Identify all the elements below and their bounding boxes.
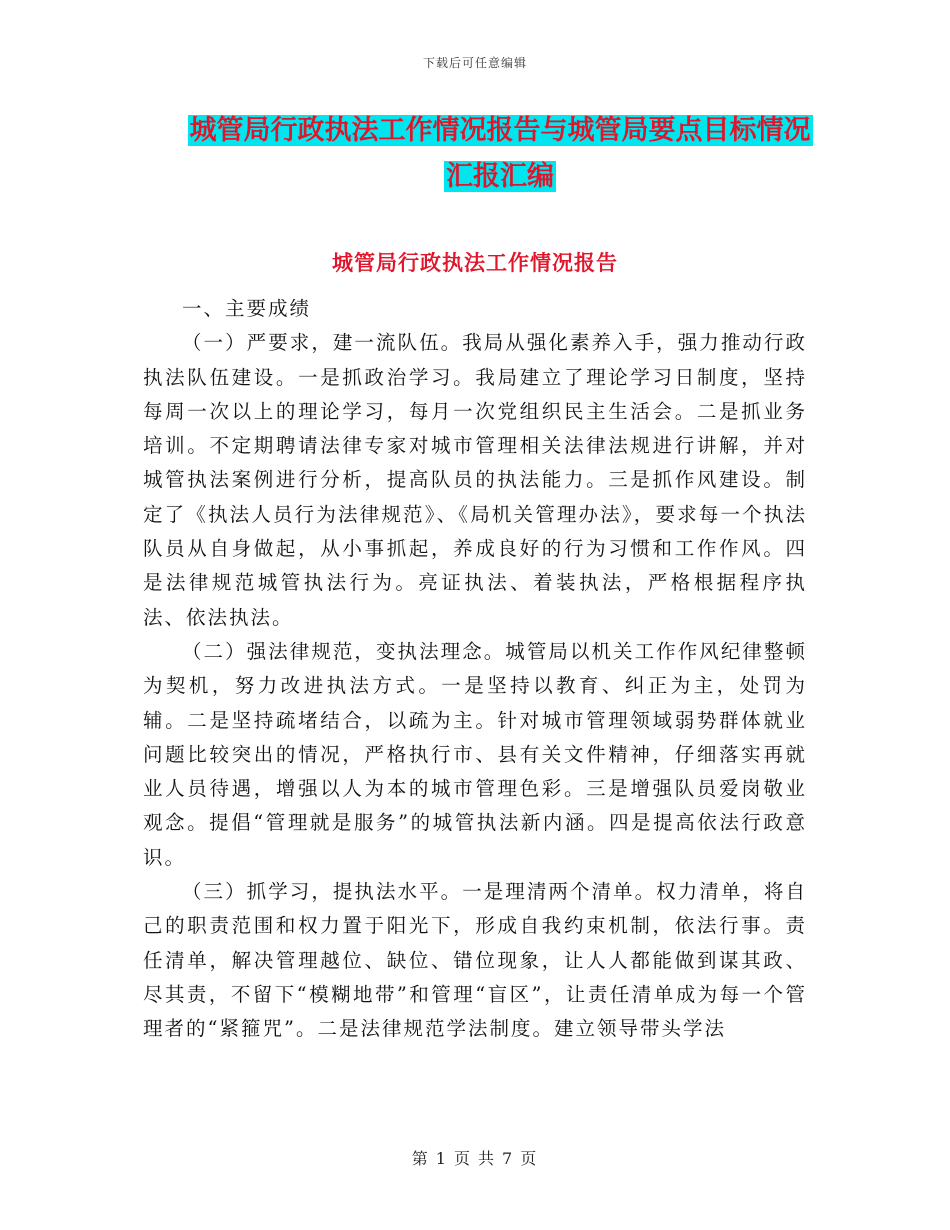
body-paragraph: （三）抓学习，提执法水平。一是理清两个清单。权力清单，将自己的职责范围和权力置于阳光下，形成自我约束机制，依法行事。责任清单，解决管理越位、缺位、错位现象，让人人都能做到谋其政、尽其责，不留下“模糊地带”和管理“盲区”，让责任清单成为每一个管理者的“紧箍咒”。二是法律规范学法制度。建立领导带头学法 bbox=[143, 880, 807, 1041]
document-title bbox=[140, 108, 860, 200]
header-note: 下载后可任意编辑 bbox=[422, 56, 527, 70]
section-title: 城管局行政执法工作情况报告 bbox=[332, 250, 618, 275]
document-title-line2: 汇报汇编 bbox=[446, 161, 554, 192]
document-title-line1: 城管局行政执法工作情况报告与城管局要点目标情况 bbox=[189, 115, 811, 146]
body-paragraph: （二）强法律规范，变执法理念。城管局以机关工作作风纪律整顿为契机，努力改进执法方式。一是坚持以教育、纠正为主，处罚为辅。二是坚持疏堵结合，以疏为主。针对城市管理领域弱势群体就业问题比较突出的情况，严格执行市、县有关文件精神，仔细落实再就业人员待遇，增强以人为本的城市管理色彩。三是增强队员爱岗敬业观念。提倡“管理就是服务”的城管执法新内涵。四是提高依法行政意识。 bbox=[143, 639, 807, 869]
page-footer bbox=[0, 1146, 950, 1169]
body-heading: 一、主要成绩 bbox=[182, 297, 312, 320]
body-paragraph: （一）严要求，建一流队伍。我局从强化素养入手，强力推动行政执法队伍建设。一是抓政治学习。我局建立了理论学习日制度，坚持每周一次以上的理论学习，每月一次党组织民主生活会。二是抓业务培训。不定期聘请法律专家对城市管理相关法律法规进行讲解，并对城管执法案例进行分析，提高队员的执法能力。三是抓作风建设。制定了《执法人员行为法律规范》、《局机关管理办法》，要求每一个执法队员从自身做起，从小事抓起，养成良好的行为习惯和工作作风。四是法律规范城管执法行为。亮证执法、着装执法，严格根据程序执法、依法执法。 bbox=[143, 331, 807, 629]
page-label-suffix: 页 bbox=[520, 1149, 539, 1168]
page-label-prefix: 第 bbox=[411, 1149, 430, 1168]
page-label-mid1: 页 bbox=[453, 1149, 472, 1168]
page-label-mid2: 共 bbox=[478, 1149, 497, 1168]
page-current: 1 bbox=[435, 1149, 448, 1168]
document-body bbox=[143, 292, 807, 1047]
page-total: 7 bbox=[502, 1149, 515, 1168]
